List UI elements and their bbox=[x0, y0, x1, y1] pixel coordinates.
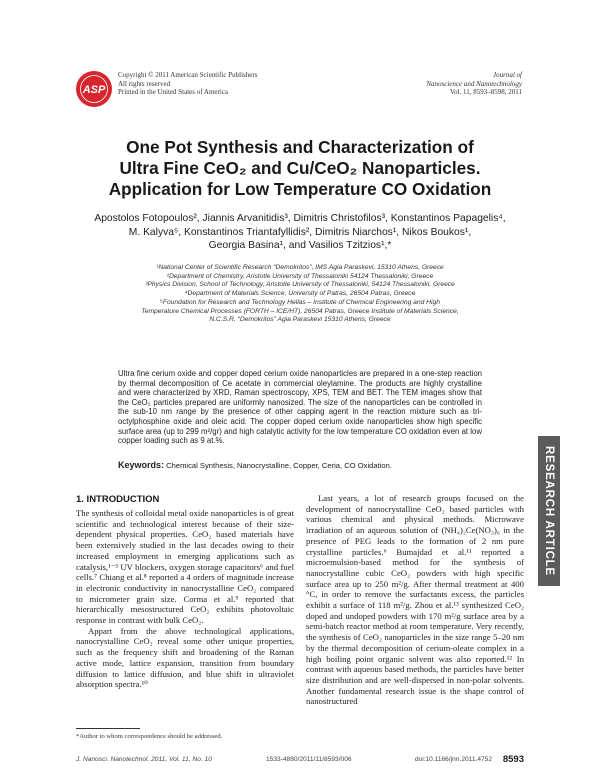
affiliation: N.C.S.R. “Demokritos” Agia Paraskevi 15310 Athens, Greece bbox=[209, 316, 391, 324]
page-footer bbox=[76, 756, 524, 766]
title-line: One Pot Synthesis and Characterization of bbox=[126, 137, 474, 157]
publisher-logo bbox=[75, 70, 113, 108]
affiliation: ¹National Center of Scientific Research “Demokritos”, IMS Agia Paraskevi, 15310 Athens, Greece bbox=[156, 264, 444, 271]
copyright-line: Printed in the United States of America bbox=[118, 88, 229, 96]
footer-issn: 1533-4880/2011/11/8593/006 bbox=[266, 756, 352, 763]
author-line: Georgia Basina¹, and Vasilios Tzitzios¹,* bbox=[208, 240, 392, 252]
right-column bbox=[306, 493, 524, 707]
affiliation: ⁵Foundation for Research and Technology Hellas – Institute of Chemical Engineering and High bbox=[160, 298, 440, 306]
author-line: Apostolos Fotopoulos², Jiannis Arvanitidis³, Dimitris Christofilos³, Konstantinos Papagelis⁴, bbox=[94, 213, 506, 224]
copyright-notice bbox=[118, 71, 257, 97]
copyright-line: All rights reserved bbox=[118, 79, 171, 88]
correspondence-footnote: *Author to whom correspondence should be addressed. bbox=[76, 733, 223, 740]
section-heading-introduction: 1. INTRODUCTION bbox=[76, 494, 160, 505]
copyright-line: Copyright © 2011 American Scientific Publishers bbox=[118, 71, 258, 79]
footnote-divider bbox=[76, 728, 140, 729]
footer-doi: doi:10.1166/jnn.2011.4752 bbox=[414, 756, 492, 763]
keywords bbox=[118, 460, 482, 470]
keywords-label: Keywords: bbox=[118, 460, 165, 470]
author-line: M. Kalyva⁵, Konstantinos Triantafyllidis², Dimitris Niarchos¹, Nikos Boukos¹, bbox=[128, 226, 472, 238]
page-number: 8593 bbox=[502, 754, 524, 765]
journal-volume: Vol. 11, 8593–8598, 2011 bbox=[449, 88, 522, 96]
affiliation: ³Physics Division, School of Technology, Aristotle University of Thessaloniki, 54124 Thessaloniki, Greece bbox=[145, 281, 455, 289]
affiliation: ²Department of Chemistry, Aristotle University of Thessaloniki 54124 Thessaloniki, Greece bbox=[166, 272, 434, 280]
intro-paragraph: Last years, a lot of research groups focused on the development of nanocrystalline CeO₂ based particles with various chemical and physical methods. Microwave irradiation of an aqueous solution of (NH₄)₂Ce(NO₃)₆ in the presence of PEG leads to the formation of 2 nm pure crystalline particles.⁶ Bumajdad et al.¹¹ reported a microemulsion-based method for the synthesis of nanocrystalline cubic CeO₂ powders with high specific surface area up to 250 m²/g. After thermal treatment at 400 °C, in order to remove the surfactants excess, the particles exhibit a surface of 118 m²/g. Zhou et al.¹³ synthesized CeO₂ doped and undoped powders with 170 m²/g surface area by a semi-batch reactor method at room temperature. Very recently, the synthesis of CeO₂ nanoparticles in the size range 5–20 nm by the thermal decomposition of cerium-oleate complex in a high boiling point organic solvent was also reported.¹² In contrast with aqueous based methods, the particles have better size distribution and are well-dispersed in non-polar solvents. Another fundamental research issue is the shape control of nanostructured bbox=[306, 493, 524, 707]
logo-text: ASP bbox=[82, 84, 106, 96]
journal-name: Nanoscience and Nanotechnology bbox=[426, 79, 522, 88]
title-line: Application for Low Temperature CO Oxidation bbox=[108, 179, 492, 199]
paper-title bbox=[60, 137, 540, 200]
intro-paragraph: Appart from the above technological applications, nanocrystalline CeO₂ reveal some other unique properties, such as the frequency shift and broadening of the Raman active mode, lattice expansion, transition from boundary diffusion to lattice diffusion, and blue shift in ultraviolet absorption spectra.¹⁰ bbox=[76, 625, 294, 690]
affiliation: Temperature Chemical Processes (FORTH – ICE/HT), 26504 Patras, Greece Institute of Materials Science, bbox=[141, 307, 459, 315]
intro-paragraph: The synthesis of colloidal metal oxide nanoparticles is of great scientific and technological interest because of their size-dependent physical properties. CeO₂ based materials have been extensively studied in the last decades owing to their increased employment in emerging applications such as catalysis,¹⁻³ UV blockers, oxygen storage capacitors⁶ and fuel cells.⁷ Chiang et al.⁸ reported a 4 orders of magnitude increase in electronic conductivity in nanocrystalline CeO₂ compared to micrometer grain size. Corma et al.⁹ reported that hierarchically mesostructured CeO₂ exhibits photovoltaic response in contrast with bulk CeO₂. bbox=[76, 508, 294, 626]
affiliation: ⁴Department of Materials Science, University of Patras, 26504 Patras, Greece bbox=[184, 290, 416, 298]
side-tab-label: RESEARCH ARTICLE bbox=[543, 446, 555, 576]
abstract: Ultra fine cerium oxide and copper doped cerium oxide nanoparticles are prepared in a one-step reaction by thermal decomposition of Ce acetate in commercial oleylamine. The products are highly crystalline and were characterized by XRD, Raman spectroscopy, XPS, TEM and BET. The TEM images show that the CeO₂ particles prepared are uniformly nanosized. The size of the nanoparticles can be controlled in the sub-10 nm range by the presence of other capping agent in the reaction mixture such as tri-octylphosphine oxide and oleic acid. The copper doped cerium oxide nanoparticles show high specific surface area (up to 299 m²/gr) and high catalytic activity for the low temperature CO oxidation even at low copper loading such as 9 at.%. bbox=[118, 369, 482, 446]
research-article-tab bbox=[538, 436, 560, 586]
author-list bbox=[70, 212, 530, 253]
footer-citation: J. Nanosci. Nanotechnol. 2011, Vol. 11, No. 10 bbox=[76, 756, 212, 763]
title-line: Ultra Fine CeO₂ and Cu/CeO₂ Nanoparticles. bbox=[119, 158, 481, 178]
journal-info bbox=[382, 71, 522, 97]
journal-label: Journal of bbox=[493, 71, 522, 79]
affiliations bbox=[90, 264, 510, 325]
keywords-text: Chemical Synthesis, Nanocrystalline, Copper, Ceria, CO Oxidation. bbox=[166, 461, 392, 470]
left-column bbox=[76, 508, 294, 690]
